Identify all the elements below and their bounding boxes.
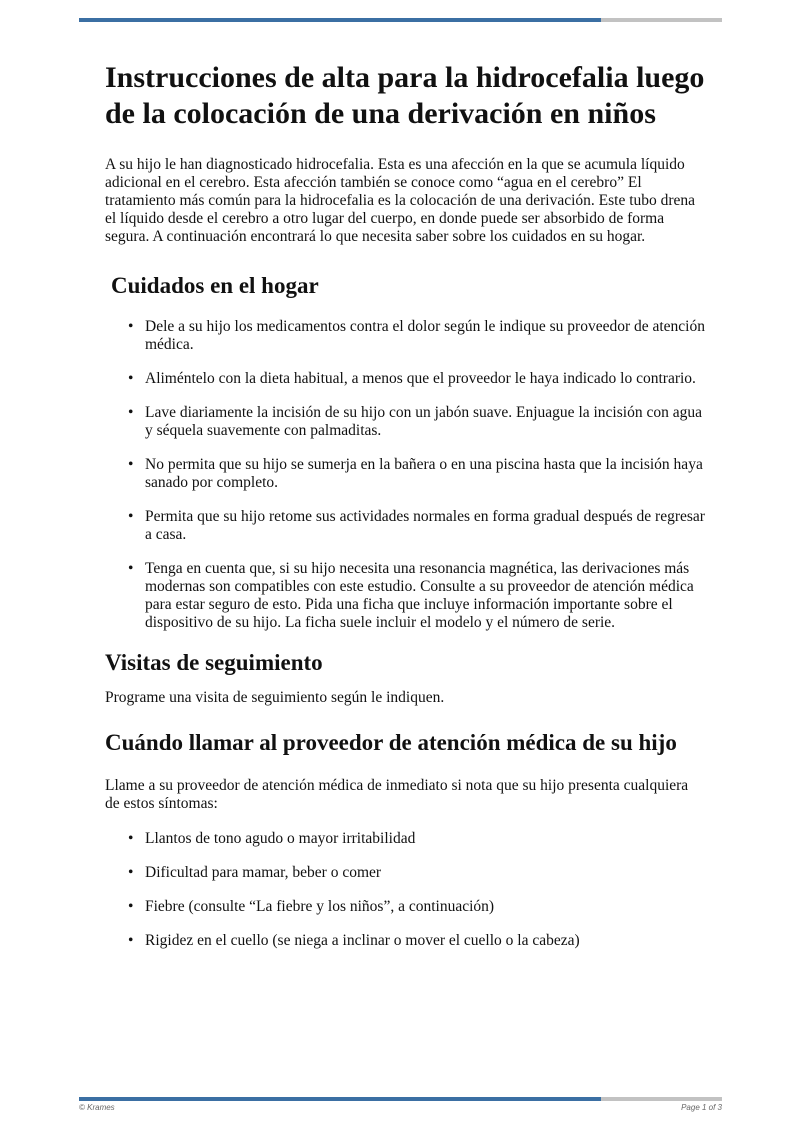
list-item (105, 898, 705, 916)
list-item-text: Lave diariamente la incisión de su hijo con un jabón suave. Enjuague la incisión con agua y séquela suavemente con palmaditas. (145, 404, 702, 439)
home-care-heading: Cuidados en el hogar (111, 273, 319, 298)
follow-up-heading: Visitas de seguimiento (105, 650, 323, 675)
top-rule-blue (79, 18, 601, 22)
list-item-text: Rigidez en el cuello (se niega a inclinar o mover el cuello o la cabeza) (145, 932, 580, 949)
list-item (105, 932, 705, 950)
bullet-icon: • (128, 560, 134, 577)
bullet-icon: • (128, 456, 134, 473)
top-rule (79, 18, 722, 22)
list-item-text: Dele a su hijo los medicamentos contra el dolor según le indique su proveedor de atención médica. (145, 318, 705, 353)
list-item-text: Aliméntelo con la dieta habitual, a menos que el proveedor le haya indicado lo contrario. (145, 370, 696, 387)
bullet-icon: • (128, 830, 134, 847)
list-item (105, 370, 705, 388)
bottom-rule-blue (79, 1097, 601, 1101)
list-item (105, 560, 705, 632)
bullet-icon: • (128, 898, 134, 915)
when-to-call-heading: Cuándo llamar al proveedor de atención médica de su hijo (105, 730, 677, 755)
symptoms-list (105, 830, 705, 950)
bullet-icon: • (128, 932, 134, 949)
top-rule-gray (601, 18, 722, 22)
bullet-icon: • (128, 508, 134, 525)
list-item-text: Tenga en cuenta que, si su hijo necesita una resonancia magnética, las derivaciones más modernas son compatibles con este estudio. Consulte a su proveedor de atención médica para estar seguro de esto. Pida una ficha que incluye información importante sobre el dispositivo de su hijo. La ficha suele incluir el modelo y el número de serie. (145, 560, 694, 631)
page-title: Instrucciones de alta para la hidrocefalia luego de la colocación de una derivación en niños (105, 61, 705, 130)
intro-paragraph: A su hijo le han diagnosticado hidrocefalia. Esta es una afección en la que se acumula líquido adicional en el cerebro. Esta afección también se conoce como “agua en el cerebro” El tratamiento más común para la hidrocefalia es la colocación de una derivación. Este tubo drena el líquido desde el cerebro a otro lugar del cuerpo, en donde puede ser absorbido de forma segura. A continuación encontrará lo que necesita saber sobre los cuidados en su hogar. (105, 156, 696, 245)
list-item-text: Fiebre (consulte “La fiebre y los niños”, a continuación) (145, 898, 495, 915)
footer-copyright: © Krames (79, 1103, 115, 1112)
list-item (105, 404, 705, 440)
list-item-text: Dificultad para mamar, beber o comer (145, 864, 382, 881)
footer-page-number: Page 1 of 3 (681, 1103, 722, 1112)
list-item (105, 508, 705, 544)
list-item-text: Llantos de tono agudo o mayor irritabilidad (145, 830, 416, 847)
list-item (105, 864, 705, 882)
document-body (105, 60, 705, 950)
list-item-text: No permita que su hijo se sumerja en la bañera o en una piscina hasta que la incisión haya sanado por completo. (145, 456, 703, 491)
follow-up-text: Programe una visita de seguimiento según le indiquen. (105, 689, 445, 706)
bottom-rule (79, 1097, 722, 1101)
bullet-icon: • (128, 404, 134, 421)
list-item (105, 318, 705, 354)
list-item (105, 830, 705, 848)
bullet-icon: • (128, 318, 134, 335)
list-item (105, 456, 705, 492)
bullet-icon: • (128, 864, 134, 881)
when-to-call-intro: Llame a su proveedor de atención médica de inmediato si nota que su hijo presenta cualquiera de estos síntomas: (105, 777, 689, 812)
home-care-list (105, 318, 705, 632)
list-item-text: Permita que su hijo retome sus actividades normales en forma gradual después de regresar a casa. (145, 508, 705, 543)
bullet-icon: • (128, 370, 134, 387)
bottom-rule-gray (601, 1097, 722, 1101)
